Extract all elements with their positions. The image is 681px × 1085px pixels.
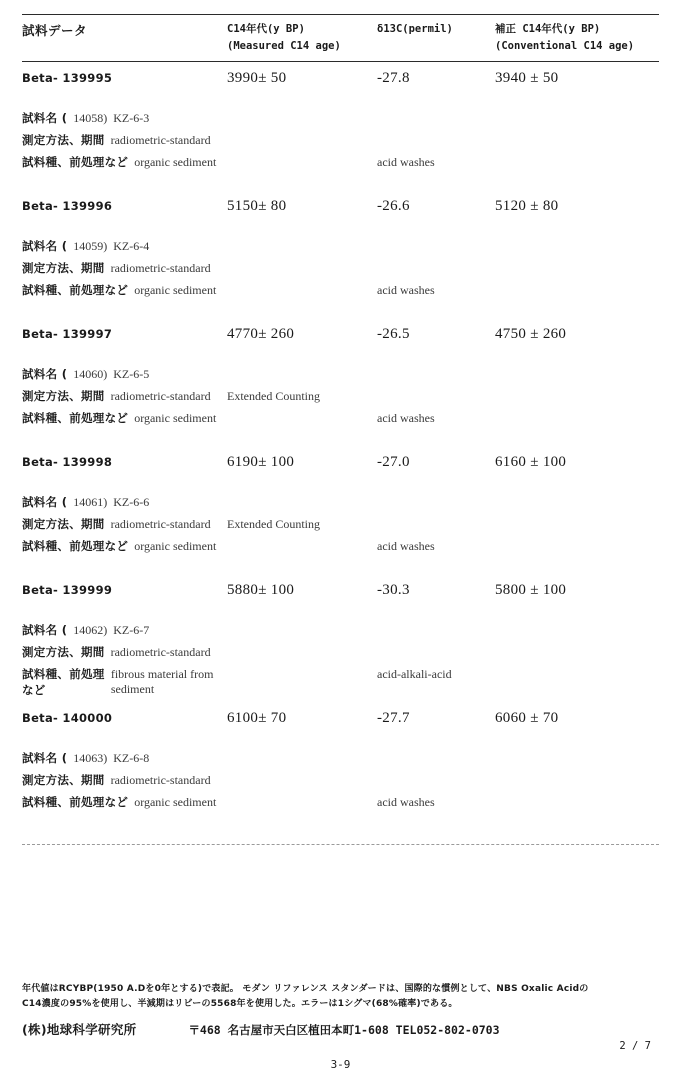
sample-number: 14058) [73, 110, 108, 125]
d13c-value: -27.7 [377, 709, 410, 726]
pretreatment-row [22, 794, 659, 816]
header-conventional-en: (Conventional C14 age) [495, 39, 635, 52]
pretreatment-row [22, 282, 659, 304]
pretreatment-label: 試料種、前処理など [22, 794, 129, 809]
measured-age: 3990± 50 [227, 69, 287, 86]
sample-code: KZ-6-3 [113, 110, 150, 125]
measured-age: 6100± 70 [227, 709, 287, 726]
report-page [0, 14, 681, 1085]
sample-number: 14059) [73, 238, 108, 253]
header-sample-label: 試料データ [22, 23, 88, 38]
material-value: organic sediment [134, 794, 217, 809]
sample-name-label: 試料名 ( [22, 494, 68, 509]
method-row [22, 644, 659, 666]
organization-name: (株)地球科学研究所 [22, 1022, 137, 1037]
sample-summary-row [22, 710, 659, 736]
counting-value: Extended Counting [227, 516, 320, 531]
method-row [22, 516, 659, 538]
footnote-line-2: C14濃度の95%を使用し、半減期はリビーの5568年を使用した。エラーは1シグマ(68%確率)である。 [22, 999, 458, 1010]
beta-id: Beta- 139999 [22, 582, 113, 597]
conventional-age: 3940 ± 50 [495, 69, 559, 86]
chemistry-value: acid washes [377, 538, 435, 553]
beta-id: Beta- 139996 [22, 198, 113, 213]
chemistry-value: acid-alkali-acid [377, 666, 452, 681]
conventional-age: 4750 ± 260 [495, 325, 567, 342]
d13c-value: -26.5 [377, 325, 410, 342]
table-bottom-dashed-rule [22, 844, 659, 845]
sample-name-row [22, 238, 659, 260]
table-header [22, 15, 659, 61]
method-value: radiometric-standard [110, 260, 211, 275]
pretreatment-row [22, 666, 659, 697]
sample-code: KZ-6-8 [113, 750, 150, 765]
chemistry-value: acid washes [377, 282, 435, 297]
method-row [22, 772, 659, 794]
pretreatment-label: 試料種、前処理など [22, 666, 105, 697]
measured-age: 6190± 100 [227, 453, 295, 470]
material-value: organic sediment [134, 154, 217, 169]
method-label: 測定方法、期間 [22, 132, 105, 147]
pretreatment-label: 試料種、前処理など [22, 538, 129, 553]
sample-meta [22, 622, 659, 697]
chemistry-value: acid washes [377, 410, 435, 425]
sample-name-label: 試料名 ( [22, 110, 68, 125]
header-cell-conventional [495, 21, 655, 55]
header-cell-sample [22, 21, 227, 40]
method-label: 測定方法、期間 [22, 772, 105, 787]
method-row [22, 132, 659, 154]
counting-value: Extended Counting [227, 388, 320, 403]
page-number-right: 2 / 7 [619, 1040, 651, 1052]
sample-name-label: 試料名 ( [22, 622, 68, 637]
organization-address: 〒468 名古屋市天白区植田本町1-608 TEL052-802-0703 [188, 1023, 500, 1037]
page-number-center: 3-9 [330, 1058, 351, 1071]
header-measured-en: (Measured C14 age) [227, 39, 341, 52]
conventional-age: 6060 ± 70 [495, 709, 559, 726]
header-cell-measured [227, 21, 377, 55]
sample-code: KZ-6-5 [113, 366, 150, 381]
sample-summary-row [22, 582, 659, 608]
sample-summary-row [22, 326, 659, 352]
sample-meta [22, 366, 659, 432]
organization-row [22, 1020, 659, 1038]
d13c-value: -27.8 [377, 69, 410, 86]
sample-block [22, 318, 659, 446]
sample-code: KZ-6-4 [113, 238, 150, 253]
sample-code: KZ-6-7 [113, 622, 150, 637]
material-value: organic sediment [134, 410, 217, 425]
sample-summary-row [22, 198, 659, 224]
sample-code: KZ-6-6 [113, 494, 150, 509]
material-value: organic sediment [134, 282, 217, 297]
measured-age: 4770± 260 [227, 325, 295, 342]
material-value: organic sediment [134, 538, 217, 553]
pretreatment-row [22, 154, 659, 176]
method-value: radiometric-standard [110, 516, 211, 531]
header-measured-jp: C14年代(y BP) [227, 23, 305, 35]
footnote-line-1: 年代値はRCYBP(1950 A.Dを0年とする)で表記。 モダン リファレンス スタンダードは、国際的な慣例として、NBS Oxalic Acidの [22, 983, 589, 994]
method-label: 測定方法、期間 [22, 644, 105, 659]
sample-number: 14062) [73, 622, 108, 637]
page-footer [22, 982, 659, 1072]
beta-id: Beta- 140000 [22, 710, 113, 725]
sample-name-row [22, 110, 659, 132]
chemistry-value: acid washes [377, 154, 435, 169]
sample-name-label: 試料名 ( [22, 750, 68, 765]
method-value: radiometric-standard [110, 388, 211, 403]
sample-number: 14060) [73, 366, 108, 381]
pretreatment-row [22, 410, 659, 432]
sample-block [22, 702, 659, 830]
conventional-age: 5120 ± 80 [495, 197, 559, 214]
sample-meta [22, 110, 659, 176]
sample-name-label: 試料名 ( [22, 366, 68, 381]
measured-age: 5150± 80 [227, 197, 287, 214]
method-label: 測定方法、期間 [22, 260, 105, 275]
method-value: radiometric-standard [110, 772, 211, 787]
sample-block [22, 446, 659, 574]
sample-meta [22, 494, 659, 560]
beta-id: Beta- 139995 [22, 70, 113, 85]
header-cell-d13c [377, 21, 495, 38]
material-value: fibrous material from sediment [110, 666, 214, 696]
sample-name-row [22, 750, 659, 772]
measured-age: 5880± 100 [227, 581, 295, 598]
pretreatment-label: 試料種、前処理など [22, 410, 129, 425]
sample-block [22, 574, 659, 702]
method-row [22, 388, 659, 410]
sample-name-row [22, 494, 659, 516]
d13c-value: -30.3 [377, 581, 410, 598]
beta-id: Beta- 139998 [22, 454, 113, 469]
sample-number: 14061) [73, 494, 108, 509]
header-d13c-label: δ13C(permil) [377, 23, 453, 35]
sample-name-label: 試料名 ( [22, 238, 68, 253]
sample-name-row [22, 622, 659, 644]
method-label: 測定方法、期間 [22, 516, 105, 531]
sample-name-row [22, 366, 659, 388]
sample-meta [22, 750, 659, 816]
pretreatment-row [22, 538, 659, 560]
sample-number: 14063) [73, 750, 108, 765]
method-row [22, 260, 659, 282]
beta-id: Beta- 139997 [22, 326, 113, 341]
conventional-age: 5800 ± 100 [495, 581, 567, 598]
sample-summary-row [22, 454, 659, 480]
sample-block [22, 62, 659, 190]
sample-block [22, 190, 659, 318]
d13c-value: -27.0 [377, 453, 410, 470]
method-value: radiometric-standard [110, 132, 211, 147]
pretreatment-label: 試料種、前処理など [22, 154, 129, 169]
d13c-value: -26.6 [377, 197, 410, 214]
method-value: radiometric-standard [110, 644, 211, 659]
pretreatment-label: 試料種、前処理など [22, 282, 129, 297]
method-label: 測定方法、期間 [22, 388, 105, 403]
sample-summary-row [22, 70, 659, 96]
chemistry-value: acid washes [377, 794, 435, 809]
conventional-age: 6160 ± 100 [495, 453, 567, 470]
sample-meta [22, 238, 659, 304]
header-conventional-jp: 補正 C14年代(y BP) [495, 23, 601, 35]
